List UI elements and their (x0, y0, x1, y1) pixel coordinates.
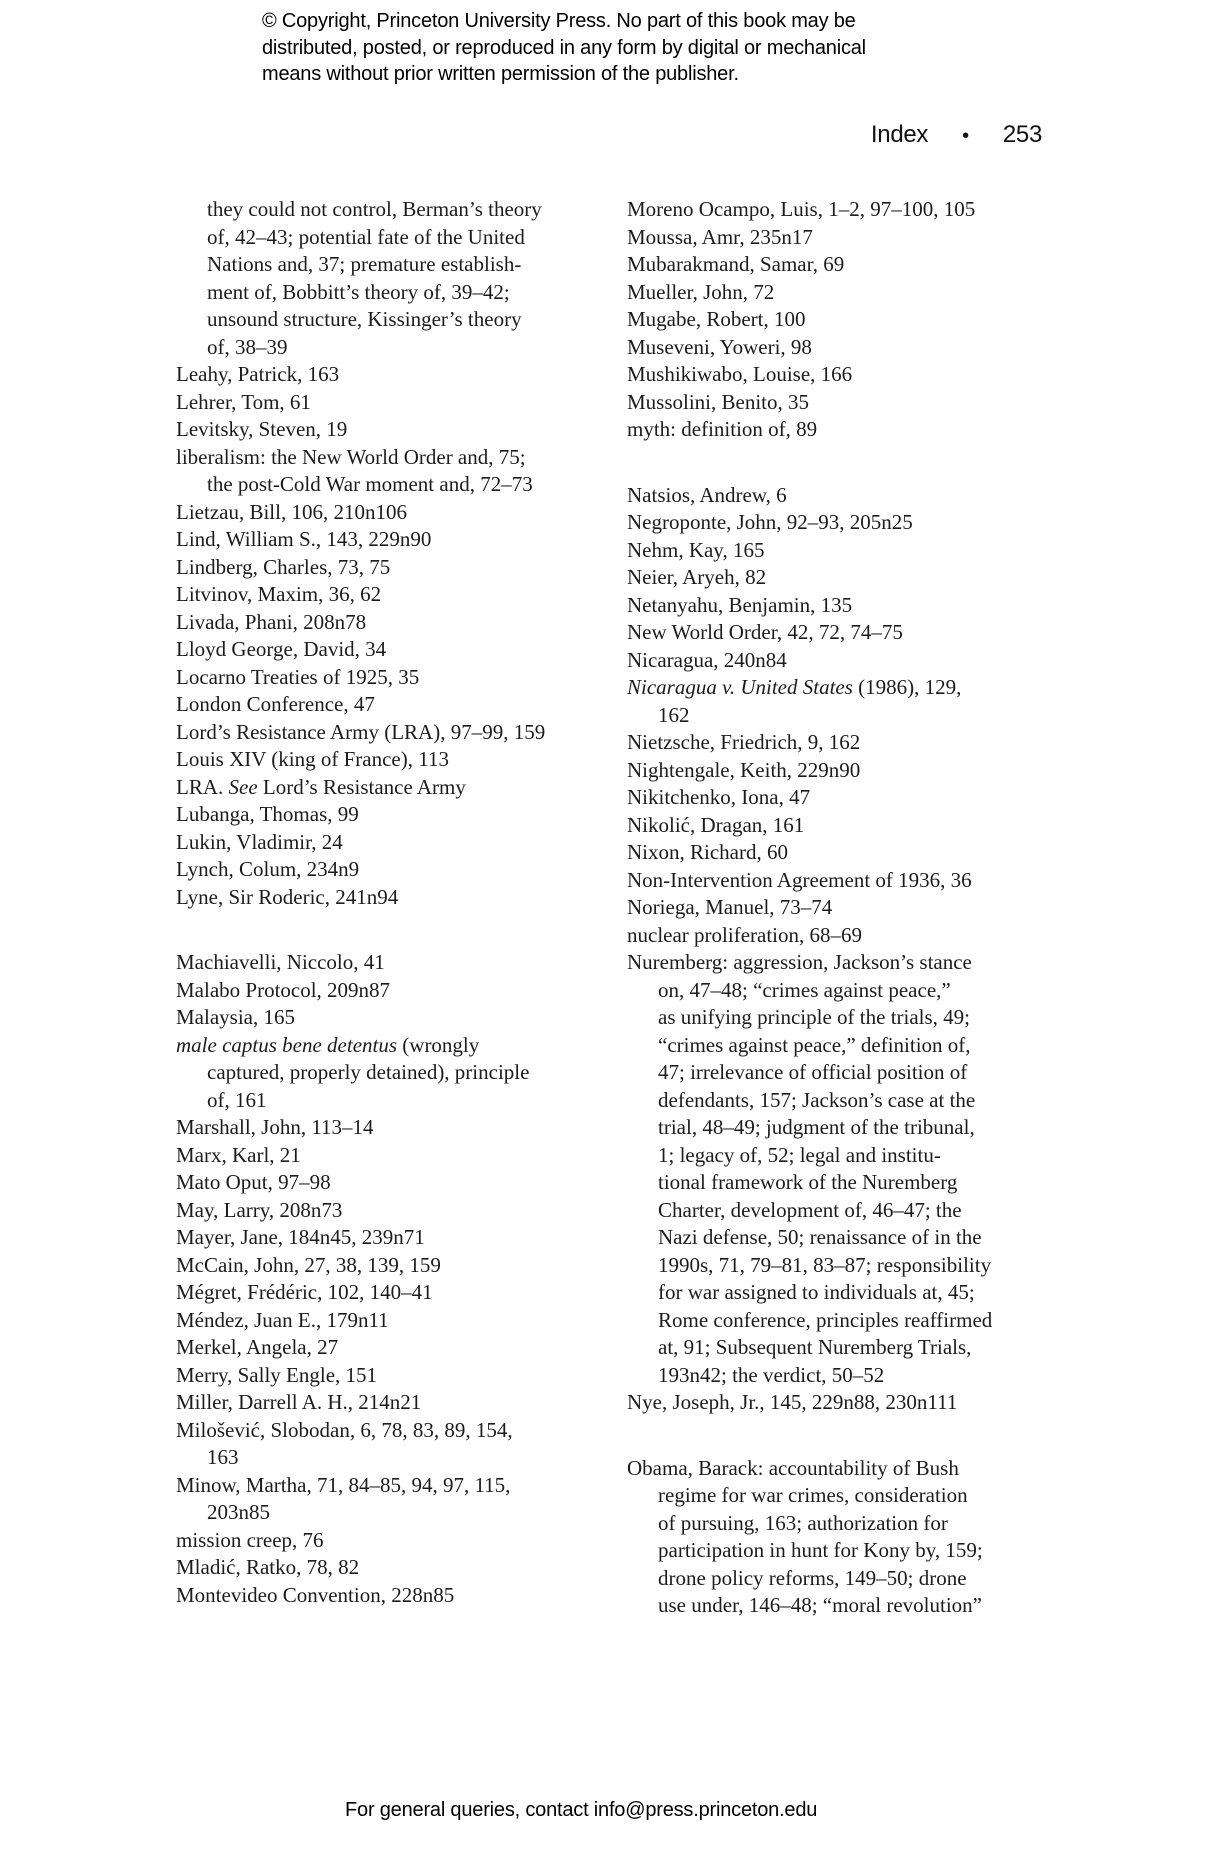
index-entry-line (627, 729, 992, 757)
index-entry-text: Nietzsche, Friedrich, 9, 162 (627, 730, 861, 754)
index-entry-text: defendants, 157; Jackson’s case at the (658, 1087, 976, 1112)
copyright-notice (262, 8, 866, 88)
index-entry-text: Museveni, Yoweri, 98 (627, 334, 812, 359)
index-entry-line (627, 361, 992, 389)
index-entry-text: Moussa, Amr, 235n17 (627, 224, 813, 249)
index-entry-line (627, 894, 992, 922)
index-entry-text: (wrongly (397, 1032, 480, 1057)
copyright-line: means without prior written permission of the publisher. (262, 63, 739, 85)
index-entry-text: tional framework of the Nuremberg (658, 1170, 958, 1194)
index-entry-line (176, 361, 545, 389)
page-number: 253 (1002, 121, 1042, 148)
index-entry-text: Nuremberg: aggression, Jackson’s stance (627, 950, 972, 974)
index-entry-line (176, 1252, 545, 1280)
index-entry-line (176, 856, 545, 884)
index-entry-line (176, 1472, 545, 1500)
footer-query-contact: For general queries, contact info@press.princeton.edu (345, 1799, 818, 1821)
index-entry-text: Moreno Ocampo, Luis, 1–2, 97–100, 105 (627, 197, 976, 221)
index-entry-line (627, 334, 992, 362)
index-entry-text: Leahy, Patrick, 163 (176, 362, 340, 386)
index-entry-line (627, 306, 992, 334)
index-entry-text: they could not control, Berman’s theory (207, 197, 542, 221)
index-entry-text: Merry, Sally Engle, 151 (176, 1362, 378, 1387)
index-entry-text: on, 47–48; “crimes against peace,” (658, 977, 951, 1002)
index-entry-text: use under, 146–48; “moral revolution” (658, 1593, 982, 1617)
index-entry-text: Noriega, Manuel, 73–74 (627, 895, 833, 919)
index-entry-text: the post-Cold War moment and, 72–73 (207, 472, 533, 496)
index-entry-line (627, 1197, 992, 1225)
index-entry-line (627, 1537, 992, 1565)
index-entry-line (627, 1362, 992, 1390)
index-entry-line (627, 537, 992, 565)
index-entry-line (627, 1004, 992, 1032)
index-entry-line (176, 581, 545, 609)
index-entry-text: Lynch, Colum, 234n9 (176, 857, 360, 881)
index-entry-line (627, 224, 992, 252)
index-entry-text: New World Order, 42, 72, 74–75 (627, 620, 903, 644)
index-entry-italic-text: male captus bene detentus (176, 1032, 398, 1057)
index-entry-line (176, 746, 545, 774)
index-entry-text: Nightengale, Keith, 229n90 (627, 757, 861, 782)
index-entry-text: Malabo Protocol, 209n87 (176, 977, 391, 1002)
section-gap (627, 1417, 992, 1455)
index-entry-italic-text: See (228, 774, 258, 799)
index-entry-line (176, 977, 545, 1005)
index-entry-line (176, 774, 545, 802)
index-entry-line (627, 922, 992, 950)
index-entry-line (176, 471, 545, 499)
index-entry-line (176, 1087, 545, 1115)
index-entry-text: McCain, John, 27, 38, 139, 159 (176, 1252, 441, 1277)
index-entry-line (176, 1389, 545, 1417)
index-entry-line (176, 196, 545, 224)
index-entry-line (627, 509, 992, 537)
index-entry-text: Nazi defense, 50; renaissance of in the (658, 1225, 982, 1249)
index-entry-line (627, 1279, 992, 1307)
index-entry-line (176, 416, 545, 444)
index-entry-text: Malaysia, 165 (176, 1005, 295, 1029)
index-entry-line (176, 1059, 545, 1087)
index-entry-line (627, 1389, 992, 1417)
index-entry-text: 47; irrelevance of official position of (658, 1060, 968, 1084)
index-entry-line (176, 801, 545, 829)
index-entry-text: 163 (207, 1445, 239, 1469)
index-entry-line (176, 1362, 545, 1390)
index-entry-line (627, 1334, 992, 1362)
index-entry-line (176, 609, 545, 637)
index-entry-text: Mueller, John, 72 (627, 279, 775, 304)
index-entry-line (176, 1224, 545, 1252)
index-entry-line (627, 1114, 992, 1142)
index-entry-line (627, 1032, 992, 1060)
index-entry-text: of, 42–43; potential fate of the United (207, 224, 525, 249)
index-entry-line (627, 784, 992, 812)
index-entry-text: LRA. (176, 774, 229, 799)
index-entry-text: liberalism: the New World Order and, 75; (176, 444, 526, 469)
index-entry-text: Mato Oput, 97–98 (176, 1170, 331, 1194)
index-entry-line (627, 482, 992, 510)
index-entry-text: Mladić, Ratko, 78, 82 (176, 1555, 360, 1579)
index-entry-text: Mubarakmand, Samar, 69 (627, 252, 845, 276)
section-gap (627, 444, 992, 482)
index-entry-text: Lloyd George, David, 34 (176, 637, 387, 661)
index-entry-line (176, 636, 545, 664)
index-entry-line (176, 1114, 545, 1142)
index-entry-line (176, 1142, 545, 1170)
index-entry-text: Merkel, Angela, 27 (176, 1335, 339, 1359)
index-entry-line (627, 1169, 992, 1197)
index-entry-text: London Conference, 47 (176, 692, 375, 716)
index-entry-line (627, 1482, 992, 1510)
index-entry-line (176, 1334, 545, 1362)
index-entry-text: mission creep, 76 (176, 1527, 324, 1552)
index-entry-italic-text: Nicaragua v. United States (627, 675, 853, 699)
index-entry-line (627, 279, 992, 307)
copyright-line: distributed, posted, or reproduced in any form by digital or mechanical (262, 36, 866, 59)
index-entry-text: Machiavelli, Niccolo, 41 (176, 950, 385, 974)
index-entry-line (176, 884, 545, 912)
index-entry-text: “crimes against peace,” definition of, (658, 1032, 971, 1057)
index-entry-text: trial, 48–49; judgment of the tribunal, (658, 1115, 975, 1139)
index-entry-line (627, 1307, 992, 1335)
index-entry-line (627, 1592, 992, 1620)
index-entry-text: at, 91; Subsequent Nuremberg Trials, (658, 1335, 972, 1359)
index-entry-text: Marshall, John, 113–14 (176, 1115, 374, 1139)
index-entry-text: drone policy reforms, 149–50; drone (658, 1565, 967, 1590)
index-entry-line (176, 949, 545, 977)
index-entry-text: Nixon, Richard, 60 (627, 840, 788, 864)
index-entry-line (627, 1059, 992, 1087)
index-entry-line (176, 664, 545, 692)
index-entry-text: ment of, Bobbitt’s theory of, 39–42; (207, 279, 510, 304)
index-entry-text: nuclear proliferation, 68–69 (627, 922, 862, 947)
index-entry-text: Nye, Joseph, Jr., 145, 229n88, 230n111 (627, 1390, 958, 1414)
index-entry-line (627, 1142, 992, 1170)
index-entry-text: as unifying principle of the trials, 49; (658, 1005, 971, 1029)
index-entry-text: Locarno Treaties of 1925, 35 (176, 664, 420, 689)
index-entry-text: 1; legacy of, 52; legal and institu- (658, 1142, 941, 1167)
index-entry-text: of, 161 (207, 1087, 267, 1112)
index-entry-text: participation in hunt for Kony by, 159; (658, 1538, 983, 1562)
index-entry-line (176, 1004, 545, 1032)
index-entry-text: 1990s, 71, 79–81, 83–87; responsibility (658, 1252, 992, 1277)
index-entry-text: Miller, Darrell A. H., 214n21 (176, 1390, 422, 1414)
index-entry-text: Mayer, Jane, 184n45, 239n71 (176, 1225, 425, 1249)
index-entry-text: Mussolini, Benito, 35 (627, 389, 810, 414)
index-entry-line (176, 1499, 545, 1527)
index-entry-text: Méndez, Juan E., 179n11 (176, 1307, 389, 1332)
index-entry-text: myth: definition of, 89 (627, 417, 818, 441)
index-entry-line (176, 279, 545, 307)
index-entry-line (627, 1565, 992, 1593)
section-gap (176, 911, 545, 949)
index-entry-line (176, 1554, 545, 1582)
index-entry-line (627, 867, 992, 895)
index-entry-line (176, 719, 545, 747)
copyright-line: © Copyright, Princeton University Press. No part of this book may be (262, 10, 856, 32)
index-entry-text: Livada, Phani, 208n78 (176, 609, 367, 634)
index-entry-line (176, 691, 545, 719)
index-entry-line (627, 1252, 992, 1280)
index-entry-text: Milošević, Slobodan, 6, 78, 83, 89, 154, (176, 1417, 513, 1442)
index-entry-text: Lord’s Resistance Army (LRA), 97–99, 159 (176, 719, 546, 744)
index-entry-line (627, 592, 992, 620)
index-entry-line (627, 702, 992, 730)
index-entry-text: Mégret, Frédéric, 102, 140–41 (176, 1280, 433, 1304)
running-head (871, 121, 1042, 149)
index-entry-text: Lubanga, Thomas, 99 (176, 802, 359, 826)
index-entry-text: Lietzau, Bill, 106, 210n106 (176, 499, 407, 524)
index-entry-text: Rome conference, principles reaffirmed (658, 1307, 993, 1332)
index-entry-text: Negroponte, John, 92–93, 205n25 (627, 510, 913, 534)
index-entry-line (176, 829, 545, 857)
index-entry-line (176, 224, 545, 252)
index-entry-text: Levitsky, Steven, 19 (176, 417, 348, 441)
index-entry-text: Lyne, Sir Roderic, 241n94 (176, 884, 399, 909)
index-entry-line (627, 564, 992, 592)
index-entry-text: Nations and, 37; premature establish- (207, 252, 522, 276)
index-entry-text: Neier, Aryeh, 82 (627, 565, 767, 589)
index-entry-text: Nicaragua, 240n84 (627, 647, 787, 672)
index-entry-line (176, 1307, 545, 1335)
index-entry-line (176, 1417, 545, 1445)
index-entry-text: Mushikiwabo, Louise, 166 (627, 362, 853, 386)
index-entry-text: Lord’s Resistance Army (257, 774, 466, 799)
index-entry-text: Montevideo Convention, 228n85 (176, 1582, 455, 1607)
index-entry-line (627, 977, 992, 1005)
index-entry-text: Nehm, Kay, 165 (627, 537, 765, 562)
index-entry-line (176, 554, 545, 582)
index-entry-line (176, 526, 545, 554)
index-entry-text: Lindberg, Charles, 73, 75 (176, 554, 391, 579)
index-entry-line (627, 1455, 992, 1483)
index-entry-line (627, 389, 992, 417)
index-entry-text: Louis XIV (king of France), 113 (176, 747, 449, 771)
index-column-right (627, 196, 992, 1620)
index-entry-line (176, 499, 545, 527)
index-entry-line (176, 1527, 545, 1555)
index-entry-text: Lehrer, Tom, 61 (176, 389, 311, 414)
index-entry-line (176, 1444, 545, 1472)
index-entry-line (176, 389, 545, 417)
index-entry-line (176, 1279, 545, 1307)
index-entry-text: for war assigned to individuals at, 45; (658, 1280, 975, 1304)
index-entry-line (176, 251, 545, 279)
index-entry-line (176, 1197, 545, 1225)
index-entry-text: Marx, Karl, 21 (176, 1142, 301, 1167)
index-entry-line (627, 949, 992, 977)
index-entry-line (176, 1582, 545, 1610)
index-entry-text: captured, properly detained), principle (207, 1060, 530, 1084)
index-entry-line (176, 1032, 545, 1060)
index-entry-line (627, 619, 992, 647)
index-entry-line (627, 1510, 992, 1538)
index-entry-text: Nikolić, Dragan, 161 (627, 812, 805, 837)
separator-bullet-icon: • (962, 125, 969, 147)
index-entry-text: Minow, Martha, 71, 84–85, 94, 97, 115, (176, 1472, 511, 1497)
index-entry-line (627, 196, 992, 224)
index-entry-line (627, 416, 992, 444)
index-entry-text: 193n42; the verdict, 50–52 (658, 1362, 885, 1387)
index-entry-line (176, 306, 545, 334)
index-entry-text: Charter, development of, 46–47; the (658, 1197, 962, 1222)
index-entry-line (627, 812, 992, 840)
index-entry-text: Mugabe, Robert, 100 (627, 307, 806, 331)
index-entry-line (627, 674, 992, 702)
index-entry-line (627, 839, 992, 867)
index-entry-line (627, 647, 992, 675)
index-entry-text: unsound structure, Kissinger’s theory (207, 307, 522, 331)
index-entry-text: of, 38–39 (207, 334, 288, 359)
index-column-left (176, 196, 545, 1609)
index-entry-text: (1986), 129, (852, 675, 962, 699)
index-entry-line (627, 1087, 992, 1115)
index-entry-line (176, 1169, 545, 1197)
index-entry-line (627, 757, 992, 785)
index-entry-line (176, 334, 545, 362)
index-entry-text: May, Larry, 208n73 (176, 1197, 343, 1222)
index-entry-text: 162 (658, 702, 690, 727)
index-entry-text: Litvinov, Maxim, 36, 62 (176, 582, 382, 606)
index-entry-line (627, 251, 992, 279)
index-entry-text: Natsios, Andrew, 6 (627, 482, 787, 507)
index-entry-text: Lukin, Vladimir, 24 (176, 829, 343, 854)
index-entry-text: regime for war crimes, consideration (658, 1483, 968, 1507)
index-entry-text: Netanyahu, Benjamin, 135 (627, 592, 853, 617)
index-entry-line (627, 1224, 992, 1252)
index-entry-text: Lind, William S., 143, 229n90 (176, 527, 432, 551)
index-entry-text: Obama, Barack: accountability of Bush (627, 1455, 959, 1480)
section-title: Index (870, 121, 929, 148)
index-entry-text: Non-Intervention Agreement of 1936, 36 (627, 867, 972, 892)
index-entry-text: 203n85 (207, 1500, 270, 1524)
index-entry-text: of pursuing, 163; authorization for (658, 1510, 948, 1535)
index-entry-text: Nikitchenko, Iona, 47 (627, 785, 811, 809)
index-entry-line (176, 444, 545, 472)
